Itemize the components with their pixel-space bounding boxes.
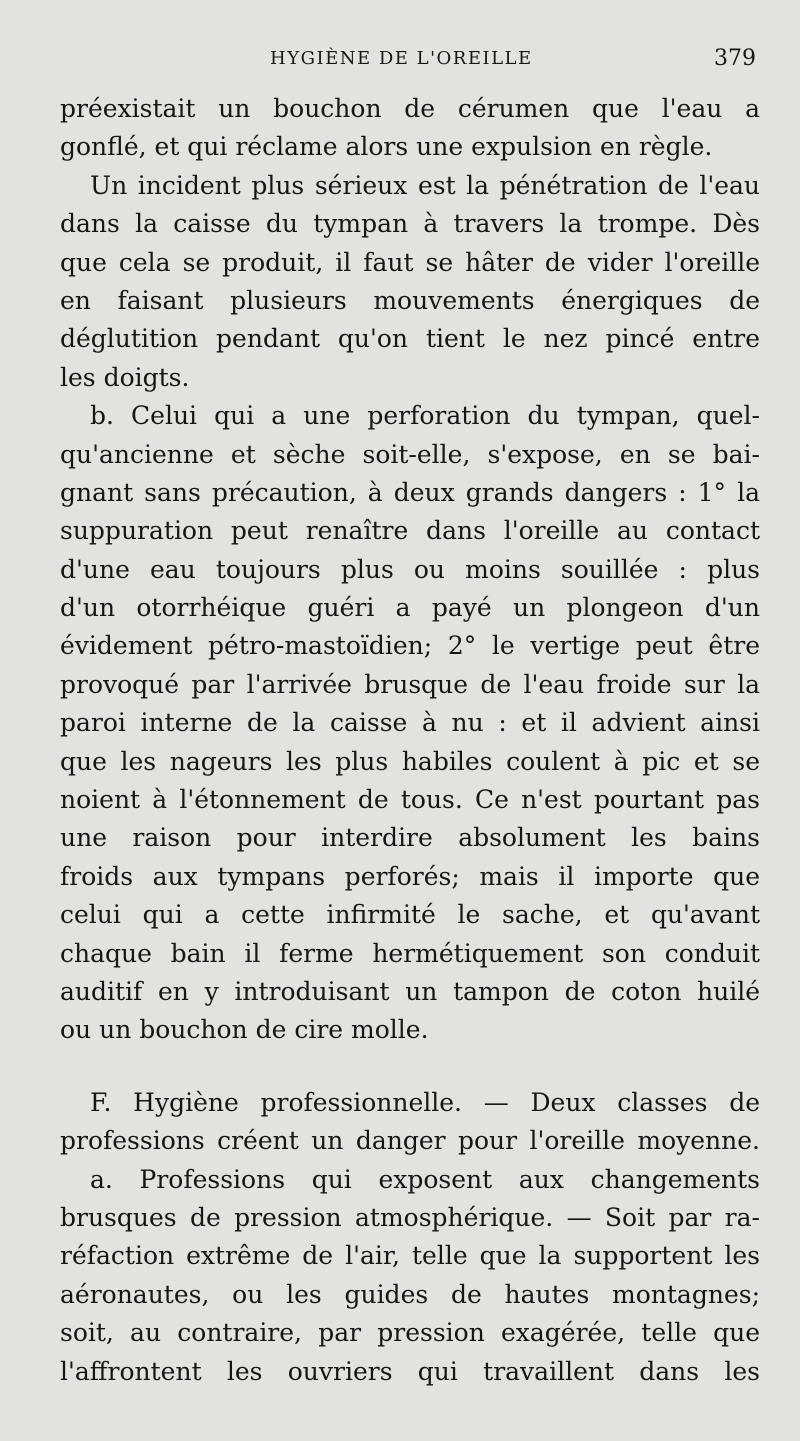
text-line: l'affrontent les ouvriers qui travaillent dans les: [60, 1356, 760, 1386]
text-line: réfaction extrême de l'air, telle que la supportent les: [60, 1241, 760, 1271]
running-head: HYGIÈNE DE L'OREILLE: [270, 48, 533, 69]
text-line: paroi interne de la caisse à nu : et il advient ainsi: [60, 708, 760, 738]
paragraph-hygiene-professionnelle: [60, 1084, 760, 1161]
text-line: suppuration peut renaître dans l'oreille au contact: [60, 516, 760, 546]
paragraph-cerumen: [60, 90, 760, 167]
text-line: chaque bain il ferme hermétiquement son conduit: [60, 938, 760, 968]
text-line: soit, au contraire, par pression exagérée, telle que: [60, 1318, 760, 1348]
page-body: [60, 90, 760, 1391]
text-line: évidement pétro-mastoïdien; 2° le vertige peut être: [60, 631, 760, 661]
text-line: en faisant plusieurs mouvements énergiques de: [60, 285, 760, 315]
text-line: gonflé, et qui réclame alors une expulsion en règle.: [60, 132, 713, 162]
section-gap: [60, 1050, 760, 1084]
text-line: provoqué par l'arrivée brusque de l'eau froide sur la: [60, 669, 760, 699]
text-line: a. Professions qui exposent aux changements: [90, 1164, 760, 1194]
text-line: que les nageurs les plus habiles coulent à pic et se: [60, 746, 760, 776]
text-line: d'un otorrhéique guéri a payé un plongeon d'un: [60, 593, 760, 623]
page-header: [60, 44, 760, 80]
text-line: préexistait un bouchon de cérumen que l'eau a: [60, 94, 760, 123]
text-line: brusques de pression atmosphérique. — Soit par ra-: [60, 1202, 760, 1232]
page-number: 379: [714, 46, 756, 71]
text-line: d'une eau toujours plus ou moins souillée : plus: [60, 554, 760, 584]
paragraph-tympan-water: [60, 167, 760, 397]
text-line: ou un bouchon de cire molle.: [60, 1015, 429, 1045]
text-line: gnant sans précaution, à deux grands dangers : 1° la: [60, 477, 760, 507]
text-line: froids aux tympans perforés; mais il importe que: [60, 861, 760, 891]
text-line: qu'ancienne et sèche soit-elle, s'expose, en se bai-: [60, 439, 760, 469]
text-line: Un incident plus sérieux est la pénétration de l'eau: [90, 170, 760, 200]
text-line: déglutition pendant qu'on tient le nez pincé entre: [60, 324, 760, 354]
text-line: noient à l'étonnement de tous. Ce n'est pourtant pas: [60, 785, 760, 815]
paragraph-perforation: [60, 397, 760, 1050]
text-line: b. Celui qui a une perforation du tympan, quel-: [90, 401, 760, 431]
text-line: celui qui a cette infirmité le sache, et qu'avant: [60, 900, 760, 930]
text-line: les doigts.: [60, 362, 190, 392]
paragraph-pression-atmospherique: [60, 1161, 760, 1391]
text-line: auditif en y introduisant un tampon de coton huilé: [60, 976, 760, 1006]
text-line: dans la caisse du tympan à travers la trompe. Dès: [60, 209, 760, 239]
section-heading-line: F. Hygiène professionnelle. — Deux classes de: [90, 1087, 760, 1117]
text-line: une raison pour interdire absolument les bains: [60, 823, 760, 853]
text-line: aéronautes, ou les guides de hautes montagnes;: [60, 1279, 760, 1309]
text-line: professions créent un danger pour l'oreille moyenne.: [60, 1126, 760, 1156]
text-line: que cela se produit, il faut se hâter de vider l'oreille: [60, 247, 760, 277]
